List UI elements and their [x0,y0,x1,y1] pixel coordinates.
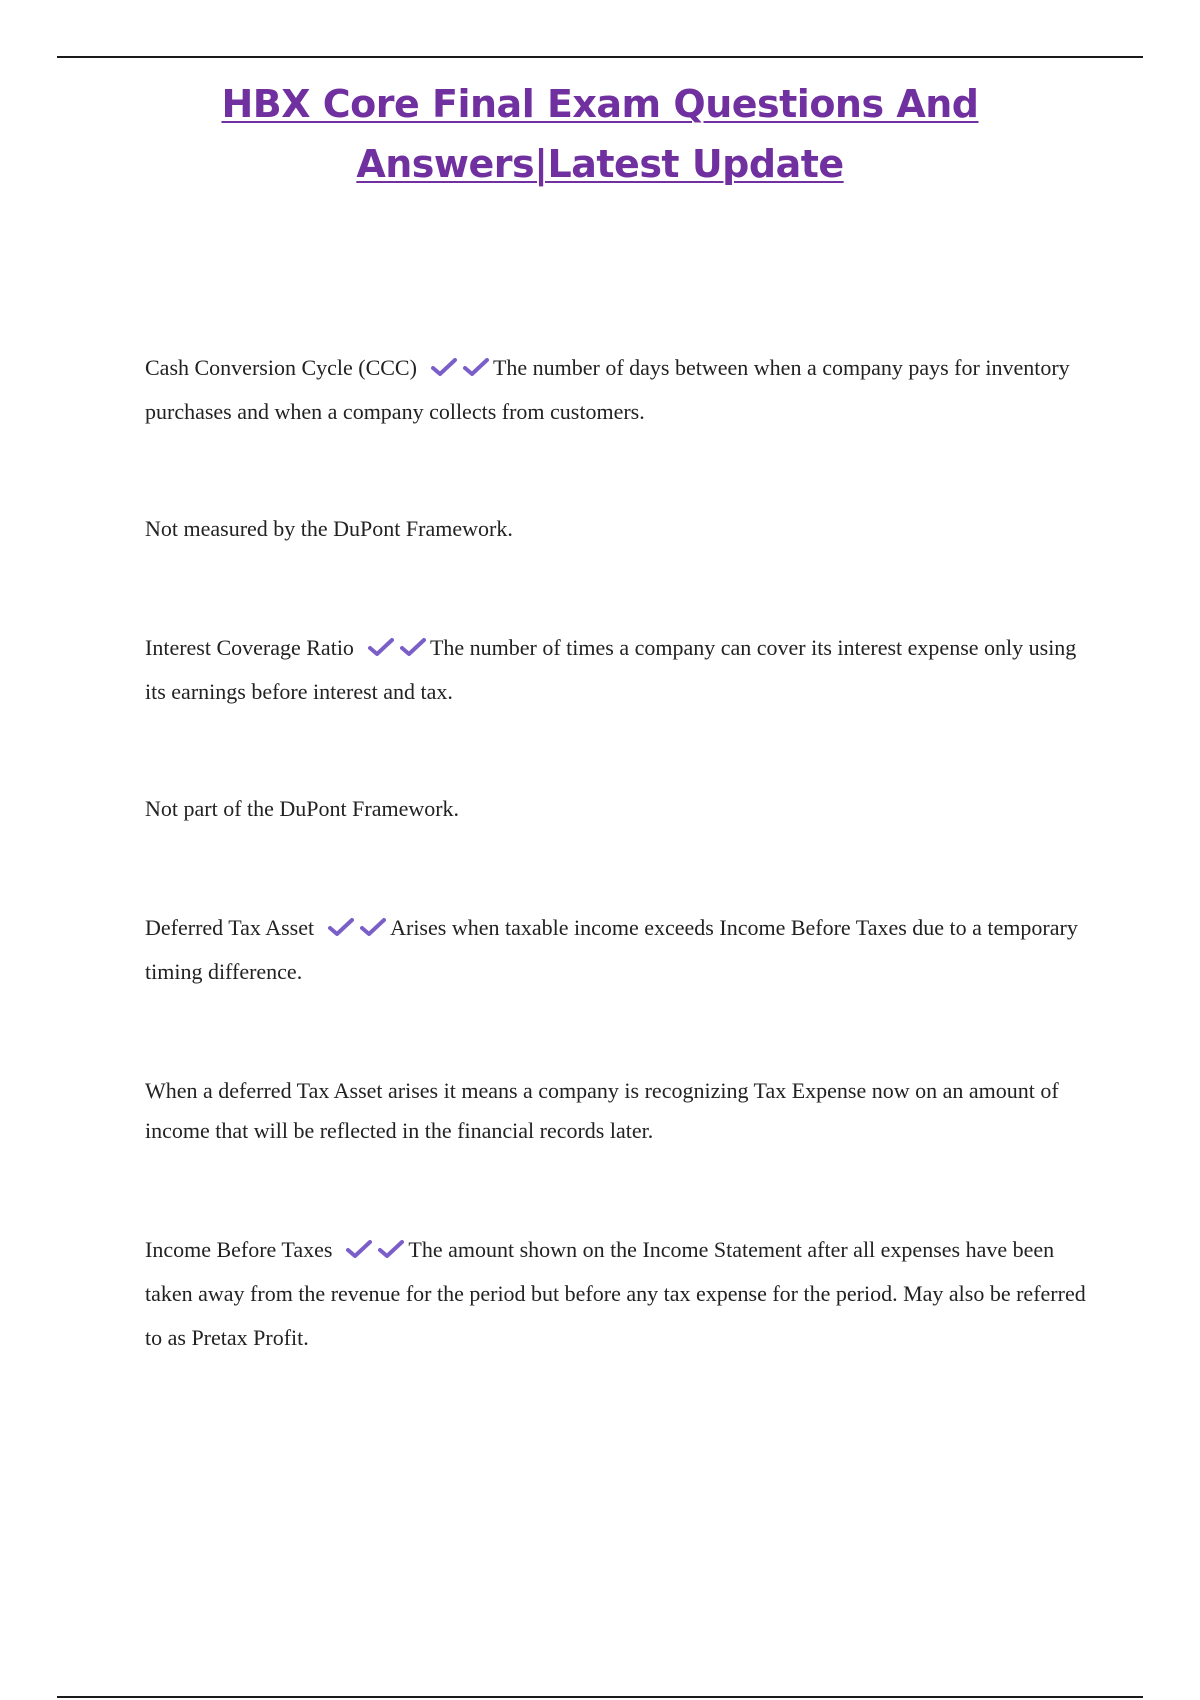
entry-term: Income Before Taxes [145,1237,333,1262]
qa-entry-cash-conversion-cycle [145,346,1095,434]
double-checkmark-icon [328,906,386,950]
entry-definition: The number of times a company can cover its interest expense only using its earnings before interest and tax. [145,635,1077,704]
entry-term: Deferred Tax Asset [145,915,315,940]
checkmark-icon [378,1239,404,1259]
document-title [100,74,1100,194]
qa-entry-income-before-taxes [145,1228,1095,1360]
entry-definition: The number of days between when a company pays for inventory purchases and when a company collects from customers. [145,355,1070,424]
qa-entry-deferred-tax-asset [145,906,1095,994]
checkmark-icon [368,637,394,657]
checkmark-icon [346,1239,372,1259]
title-line-1: HBX Core Final Exam Questions And [221,82,979,126]
qa-note: Not measured by the DuPont Framework. [145,516,513,541]
qa-entry-interest-coverage-ratio [145,626,1095,714]
entry-definition: The amount shown on the Income Statement after all expenses have been taken away from the revenue for the period but before any tax expense for the period. May also be referred to as Pretax Profit. [145,1237,1086,1350]
checkmark-icon [431,357,457,377]
bottom-rule [57,1696,1143,1698]
entry-term: Interest Coverage Ratio [145,635,354,660]
entry-definition: Arises when taxable income exceeds Income Before Taxes due to a temporary timing difference. [145,915,1078,984]
entry-term: Cash Conversion Cycle (CCC) [145,355,417,380]
checkmark-icon [328,917,354,937]
double-checkmark-icon [368,626,426,670]
top-rule [57,56,1143,58]
checkmark-icon [463,357,489,377]
qa-note: Not part of the DuPont Framework. [145,796,460,821]
checkmark-icon [400,637,426,657]
double-checkmark-icon [346,1228,404,1272]
double-checkmark-icon [431,346,489,390]
title-line-2: Answers|Latest Update [356,142,844,186]
qa-note: When a deferred Tax Asset arises it means a company is recognizing Tax Expense now on an amount of income that will be reflected in the financial records later. [145,1078,1059,1143]
checkmark-icon [360,917,386,937]
